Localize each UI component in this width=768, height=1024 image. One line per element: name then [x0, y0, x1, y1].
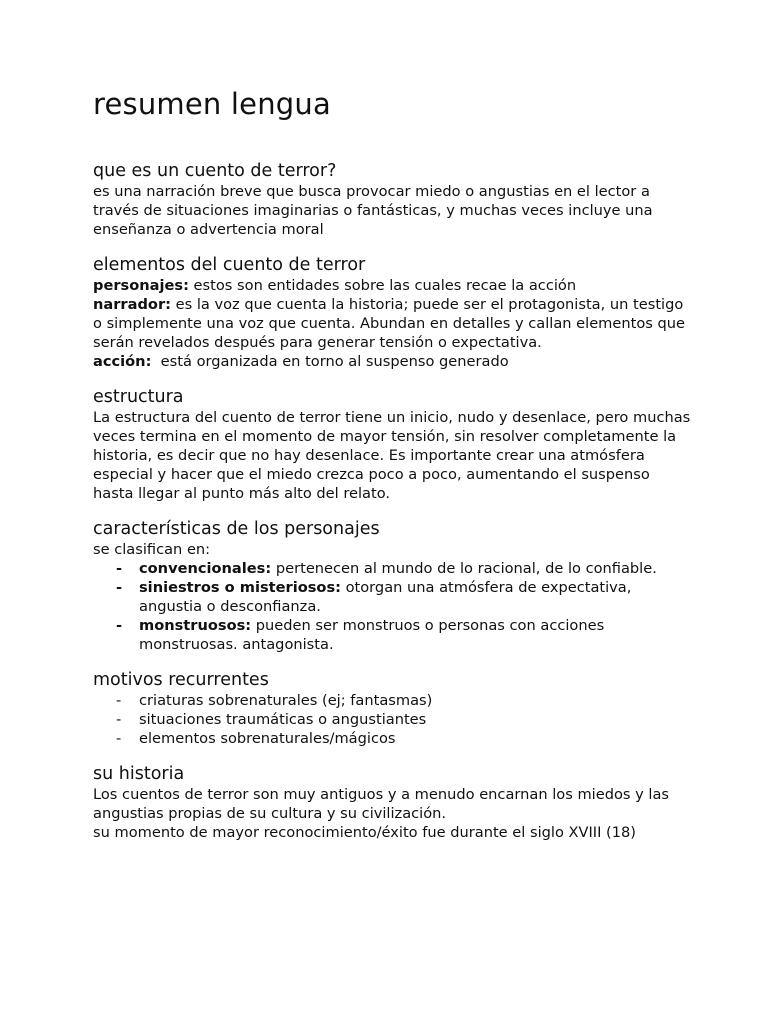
- section-motivos: [93, 669, 693, 748]
- term-description: pertenecen al mundo de lo racional, de lo confiable.: [271, 560, 657, 577]
- term-description: está organizada en torno al suspenso generado: [151, 353, 509, 370]
- motif-list: [93, 691, 693, 748]
- section-heading: motivos recurrentes: [93, 670, 269, 690]
- section-heading: su historia: [93, 764, 185, 784]
- term-label: convencionales:: [139, 560, 272, 577]
- section-paragraph: es una narración breve que busca provocar miedo o angustias en el lector a través de situaciones imaginarias o fantásticas, y muchas veces incluye una enseñanza o advertencia moral: [93, 183, 653, 238]
- term-description: otorgan una atmósfera de expectativa, angustia o desconfianza.: [139, 579, 632, 615]
- character-type-list: [93, 559, 693, 654]
- document-page: [93, 84, 693, 857]
- section-paragraph: La estructura del cuento de terror tiene un inicio, nudo y desenlace, pero muchas veces termina en el momento de mayor tensión, sin resolver completamente la historia, es decir que no hay desenlace. Es importante crear una atmósfera especial y hacer que el miedo crezca poco a poco, aumentando el suspenso hasta llegar al punto más alto del relato.: [93, 409, 691, 502]
- section-historia: [93, 763, 693, 842]
- section-elementos: [93, 254, 693, 371]
- element-item-personajes: [93, 276, 693, 295]
- term-description: estos son entidades sobre las cuales recae la acción: [188, 277, 577, 294]
- term-label: siniestros o misteriosos:: [139, 579, 341, 596]
- list-item: - criaturas sobrenaturales (ej; fantasmas): [139, 691, 693, 710]
- list-item: [139, 559, 693, 578]
- section-heading: características de los personajes: [93, 519, 380, 539]
- section-caracteristicas: [93, 518, 693, 654]
- section-paragraph: Los cuentos de terror son muy antiguos y a menudo encarnan los miedos y las angustias propias de su cultura y su civilización.: [93, 786, 670, 822]
- element-item-narrador: [93, 295, 693, 352]
- list-item: [139, 616, 693, 654]
- section-heading: estructura: [93, 387, 184, 407]
- section-heading: que es un cuento de terror?: [93, 161, 337, 181]
- list-item: - situaciones traumáticas o angustiantes: [139, 710, 693, 729]
- section-intro: se clasifican en:: [93, 541, 211, 558]
- term-label: personajes:: [93, 277, 189, 294]
- section-paragraph: su momento de mayor reconocimiento/éxito fue durante el siglo XVIII (18): [93, 824, 637, 841]
- section-que-es: [93, 160, 693, 239]
- list-item: [139, 578, 693, 616]
- term-label: acción:: [93, 353, 152, 370]
- element-item-accion: [93, 352, 693, 371]
- term-label: narrador:: [93, 296, 171, 313]
- term-description: es la voz que cuenta la historia; puede ser el protagonista, un testigo o simplemente una voz que cuenta. Abundan en detalles y callan elementos que serán revelados después para generar tensión o expectativa.: [93, 296, 686, 351]
- list-item: - elementos sobrenaturales/mágicos: [139, 729, 693, 748]
- section-estructura: [93, 386, 693, 503]
- term-label: monstruosos:: [139, 617, 252, 634]
- document-title: resumen lengua: [93, 87, 331, 121]
- term-description: pueden ser monstruos o personas con acciones monstruosas. antagonista.: [139, 617, 605, 653]
- section-heading: elementos del cuento de terror: [93, 255, 366, 275]
